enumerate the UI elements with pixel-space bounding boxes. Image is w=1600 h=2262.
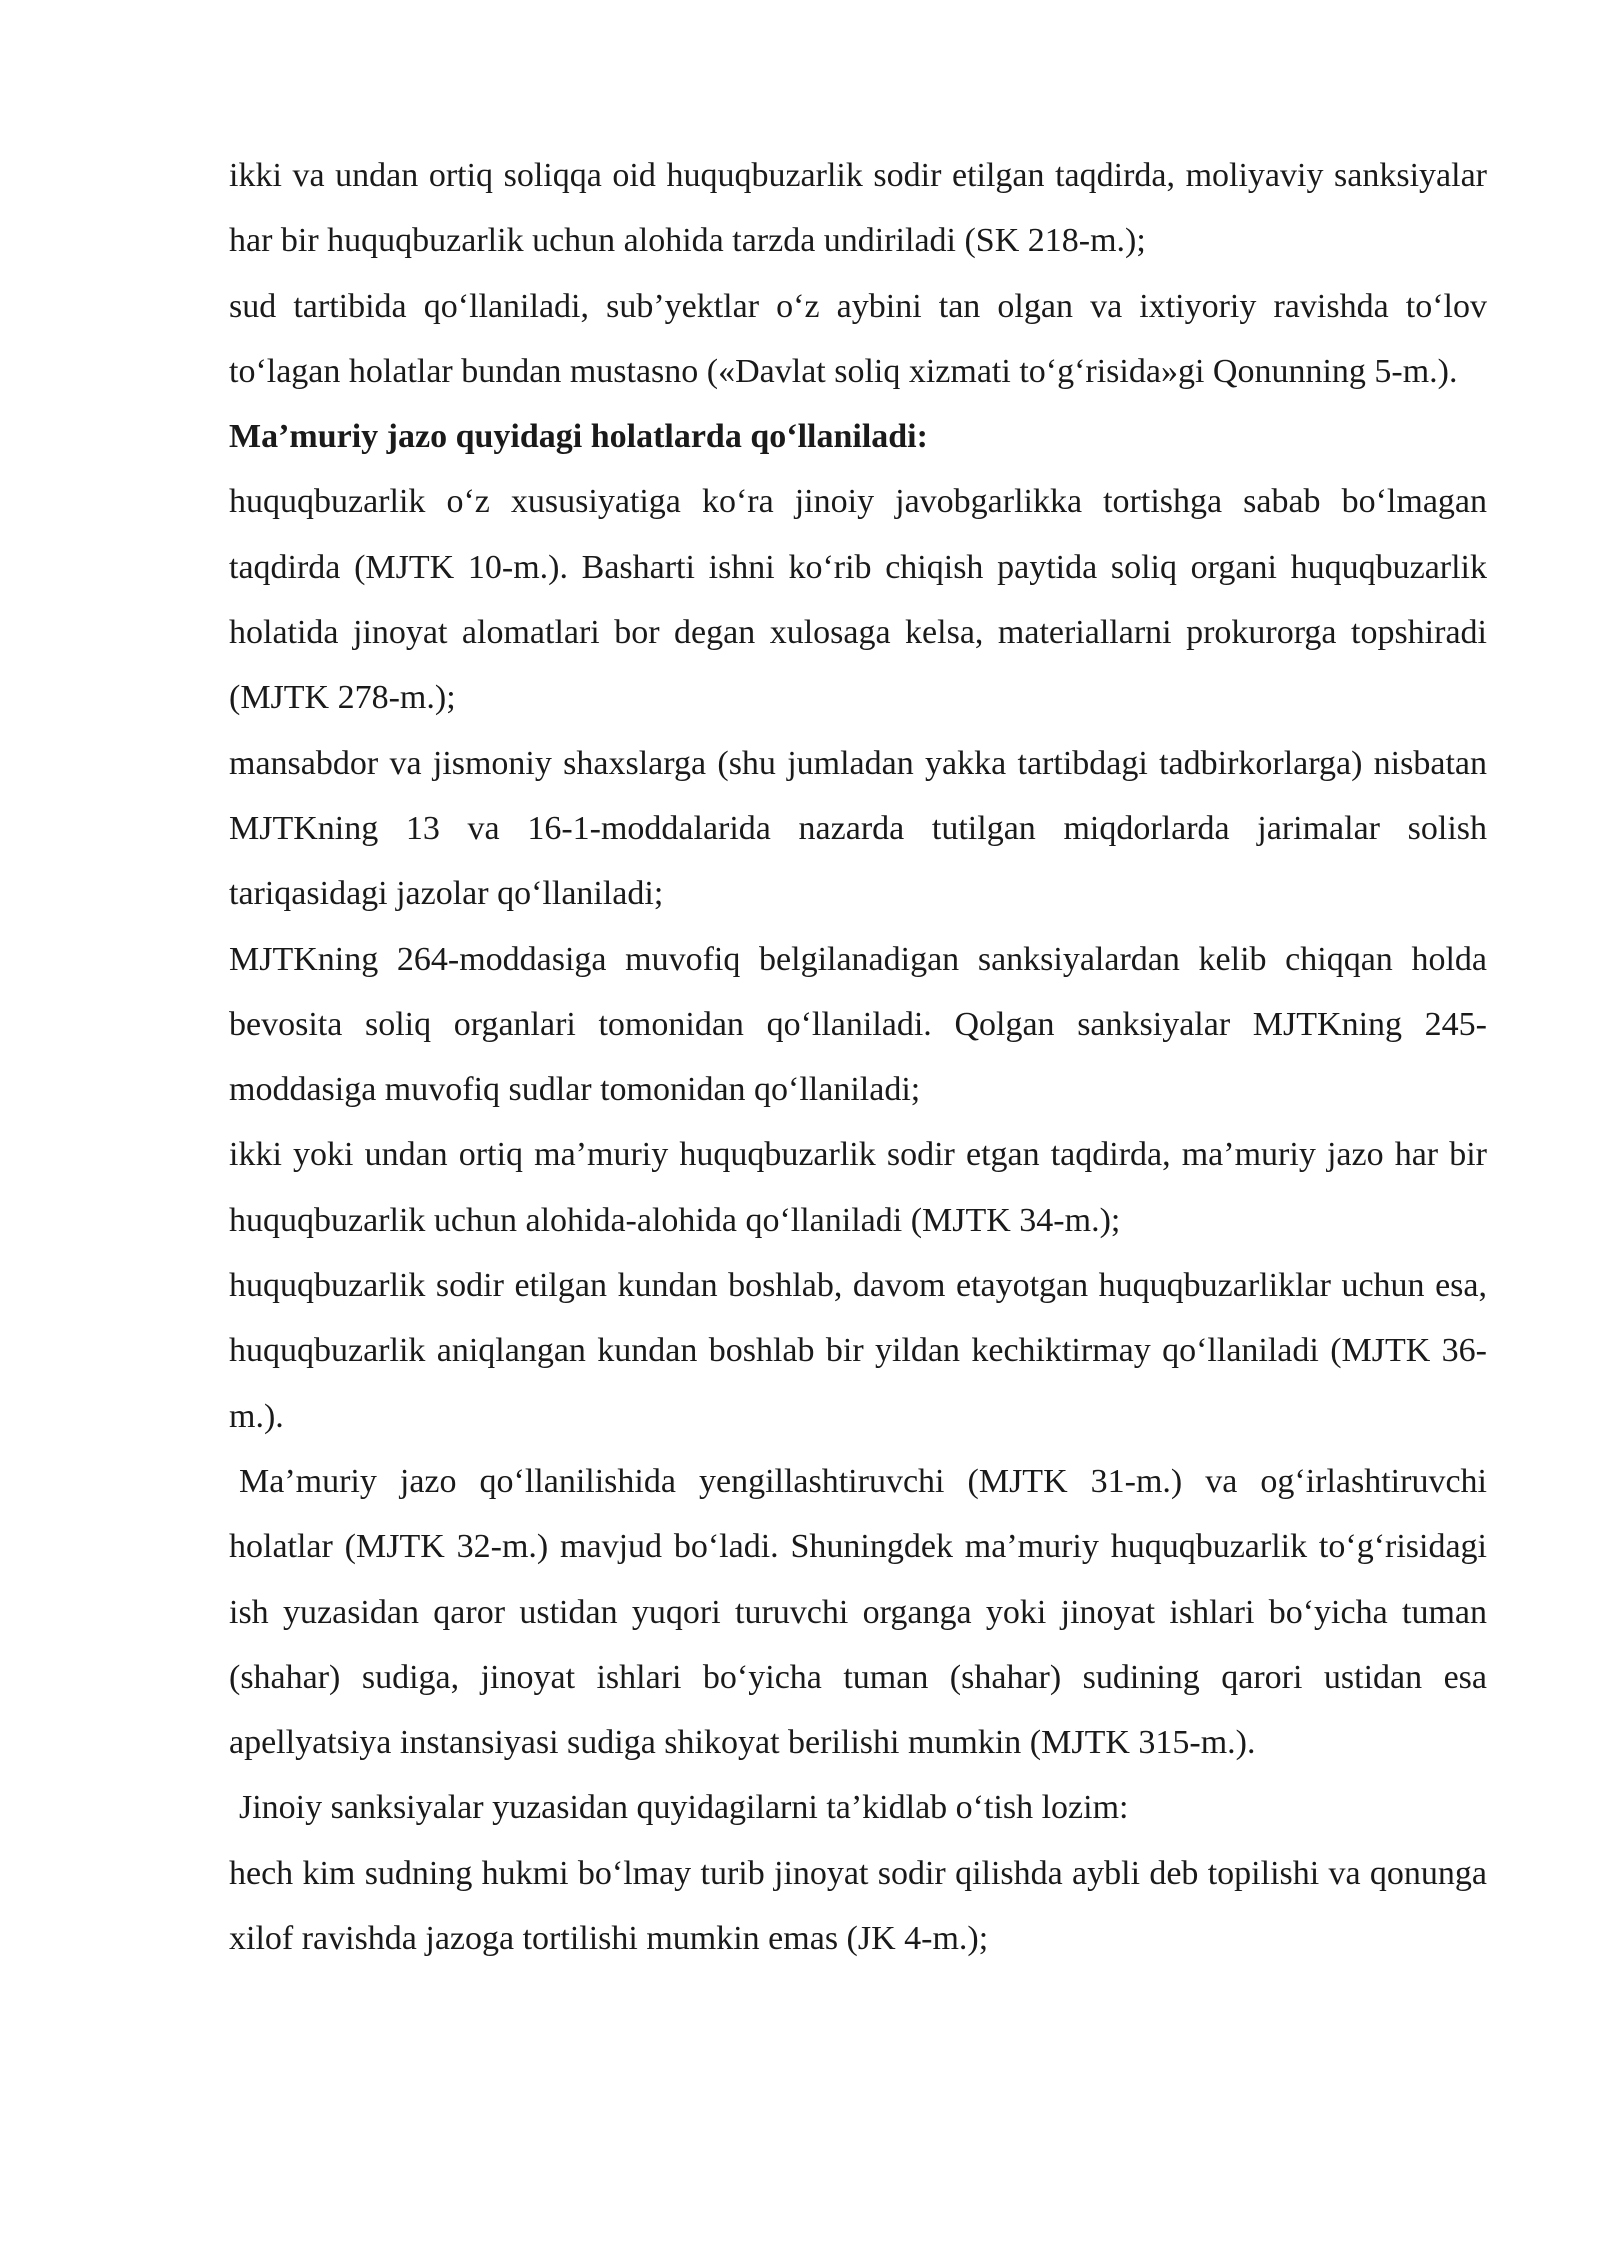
document-page — [229, 143, 1487, 1971]
paragraph-mitigating-aggravating: Ma’muriy jazo qo‘llanilishida yengillashtiruvchi (MJTK 31-m.) va og‘irlashtiruvchi holatlar (MJTK 32-m.) mavjud bo‘ladi. Shuningdek ma’muriy huquqbuzarlik to‘g‘risidagi ish yuzasidan qaror ustidan yuqori turuvchi organga yoki jinoyat ishlari bo‘yicha tuman (shahar) sudiga, jinoyat ishlari bo‘yicha tuman (shahar) sudining qarori ustidan esa apellyatsiya instansiyasi sudiga shikoyat berilishi mumkin (MJTK 315-m.). — [229, 1462, 1487, 1762]
paragraph-multiple-offenses: ikki yoki undan ortiq ma’muriy huquqbuzarlik sodir etgan taqdirda, ma’muriy jazo har bir huquqbuzarlik uchun alohida-alohida qo‘llaniladi (MJTK 34-m.); — [229, 1136, 1487, 1239]
paragraph-court-procedure: sud tartibida qo‘llaniladi, sub’yektlar o‘z aybini tan olgan va ixtiyoriy ravishda to‘lov to‘lagan holatlar bundan mustasno («Davlat soliq xizmati to‘g‘risida»gi Qonunning 5-m.). — [229, 287, 1487, 390]
paragraph-presumption-of-innocence: hech kim sudning hukmi bo‘lmay turib jinoyat sodir qilishda aybli deb topilishi va qonunga xilof ravishda jazoga tortilishi mumkin emas (JK 4-m.); — [229, 1854, 1487, 1958]
paragraph-time-limit: huquqbuzarlik sodir etilgan kundan boshlab, davom etayotgan huquqbuzarliklar uchun esa, huquqbuzarlik aniqlangan kundan boshlab bir yildan kechiktirmay qo‘llaniladi (MJTK 36-m.). — [229, 1267, 1487, 1435]
paragraph-fines-officials: mansabdor va jismoniy shaxslarga (shu jumladan yakka tartibdagi tadbirkorlarga) nisbatan MJTKning 13 va 16-1-moddalarida nazarda tutilgan miqdorlarda jarimalar solish tariqasidagi jazolar qo‘llaniladi; — [229, 744, 1487, 913]
paragraph-criminal-sanctions-intro: Jinoiy sanksiyalar yuzasidan quyidagilarni ta’kidlab o‘tish lozim: — [239, 1789, 1129, 1827]
paragraph-tax-authorities-apply: MJTKning 264-moddasiga muvofiq belgilanadigan sanksiyalardan kelib chiqqan holda bevosita soliq organlari tomonidan qo‘llaniladi. Qolgan sanksiyalar MJTKning 245-moddasiga muvofiq sudlar tomonidan qo‘llaniladi; — [229, 940, 1487, 1109]
paragraph-financial-sanctions-separate: ikki va undan ortiq soliqqa oid huquqbuzarlik sodir etilgan taqdirda, moliyaviy sanksiyalar har bir huquqbuzarlik uchun alohida tarzda undiriladi (SK 218-m.); — [229, 157, 1487, 260]
paragraph-no-criminal-liability: huquqbuzarlik o‘z xususiyatiga ko‘ra jinoiy javobgarlikka tortishga sabab bo‘lmagan taqdirda (MJTK 10-m.). Basharti ishni ko‘rib chiqish paytida soliq organi huquqbuzarlik holatida jinoyat alomatlari bor degan xulosaga kelsa, materiallarni prokurorga topshiradi (MJTK 278-m.); — [229, 483, 1487, 717]
section-heading-administrative-penalty: Ma’muriy jazo quyidagi holatlarda qo‘llaniladi: — [229, 418, 928, 456]
